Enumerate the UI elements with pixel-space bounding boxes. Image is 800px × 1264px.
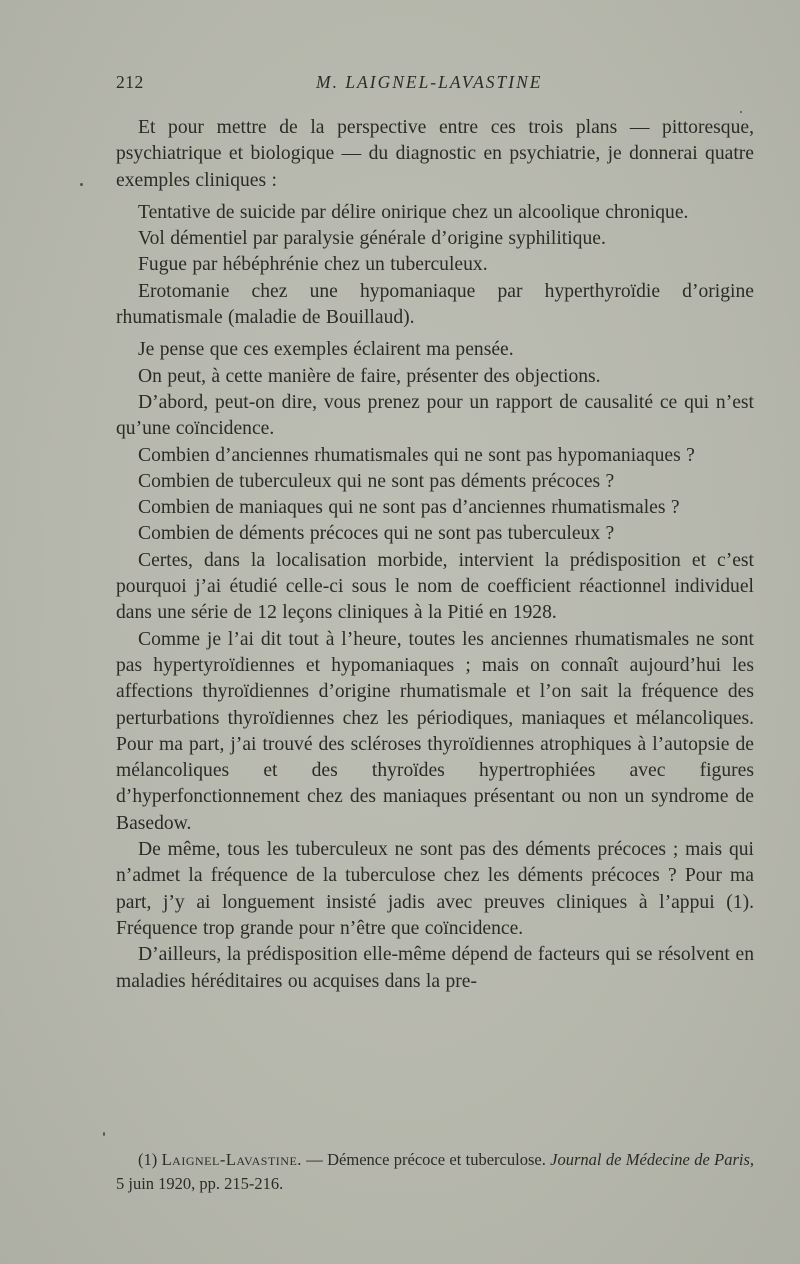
paragraph: Combien de maniaques qui ne sont pas d’anciennes rhumatismales ?	[138, 497, 680, 519]
paragraph: D’abord, peut-on dire, vous prenez pour un rapport de causalité ce qui n’est qu’une coïncidence.	[116, 391, 754, 440]
footnote-author: Laignel-Lavastine.	[161, 1150, 302, 1169]
paper-speck	[80, 183, 83, 186]
paragraph: Je pense que ces exemples éclairent ma pensée.	[138, 339, 514, 361]
paragraph: Erotomanie chez une hypomaniaque par hyperthyroïdie d’origine rhumatismale (maladie de Bouillaud).	[116, 280, 754, 329]
paragraph: Combien de tuberculeux qui ne sont pas déments précoces ?	[138, 470, 615, 492]
footnote-dash: —	[306, 1150, 323, 1169]
footnote-marker: (1)	[138, 1150, 158, 1169]
paragraph: Vol démentiel par paralysie générale d’origine syphilitique.	[138, 228, 606, 250]
running-head	[116, 72, 756, 98]
page-number: 212	[116, 72, 144, 92]
paper-speck	[740, 111, 742, 113]
paragraph: D’ailleurs, la prédisposition elle-même dépend de facteurs qui se résolvent en maladies héréditaires ou acquises dans la pre-	[116, 944, 754, 992]
footnote	[116, 1148, 754, 1196]
paragraph: Comme je l’ai dit tout à l’heure, toutes les anciennes rhumatismales ne sont pas hypertyroïdiennes et hypomaniaques ; mais on connaît aujourd’hui les affections thyroïdiennes d’origine rhumatismale et l’on sait la fréquence des perturbations thyroïdiennes chez les périodiques, maniaques et mélancoliques. Pour ma part, j’ai trouvé des scléroses thyroïdiennes atrophiques à l’autopsie de mélancoliques et des thyroïdes hypertrophiées avec figures d’hyperfonctionnement chez des maniaques présentant ou non un syndrome de Basedow.	[116, 628, 754, 834]
paragraph: Tentative de suicide par délire onirique chez un alcoolique chronique.	[138, 201, 689, 223]
footnote-journal: Journal de Médecine de Paris,	[550, 1150, 755, 1169]
paragraph: Combien de déments précoces qui ne sont pas tuberculeux ?	[138, 523, 615, 545]
footnote-title: Démence précoce et tuberculose.	[327, 1150, 546, 1169]
paragraph: Certes, dans la localisation morbide, intervient la prédisposition et c’est pourquoi j’ai étudié celle-ci sous le nom de coefficient réactionnel individuel dans une série de 12 leçons cliniques à la Pitié en 1928.	[116, 549, 754, 624]
paper-speck	[103, 1132, 105, 1136]
paragraph: Combien d’anciennes rhumatismales qui ne sont pas hypomaniaques ?	[138, 444, 695, 466]
paragraph: De même, tous les tuberculeux ne sont pas des déments précoces ; mais qui n’admet la fréquence de la tuberculose chez les déments précoces ? Pour ma part, j’y ai longuement insisté jadis avec preuves cliniques à l’appui (1). Fréquence trop grande pour n’être que coïncidence.	[116, 839, 754, 939]
running-title: M. LAIGNEL-LAVASTINE	[316, 72, 543, 92]
paragraph: Et pour mettre de la perspective entre ces trois plans — pittoresque, psychiatrique et biologique — du diagnostic en psychiatrie, je donnerai quatre exemples cliniques :	[116, 117, 754, 191]
paragraph: Fugue par hébéphrénie chez un tuberculeux.	[138, 254, 488, 276]
body-text	[116, 115, 754, 995]
paragraph: On peut, à cette manière de faire, présenter des objections.	[138, 365, 601, 387]
footnote-details: 5 juin 1920, pp. 215-216.	[116, 1174, 284, 1193]
